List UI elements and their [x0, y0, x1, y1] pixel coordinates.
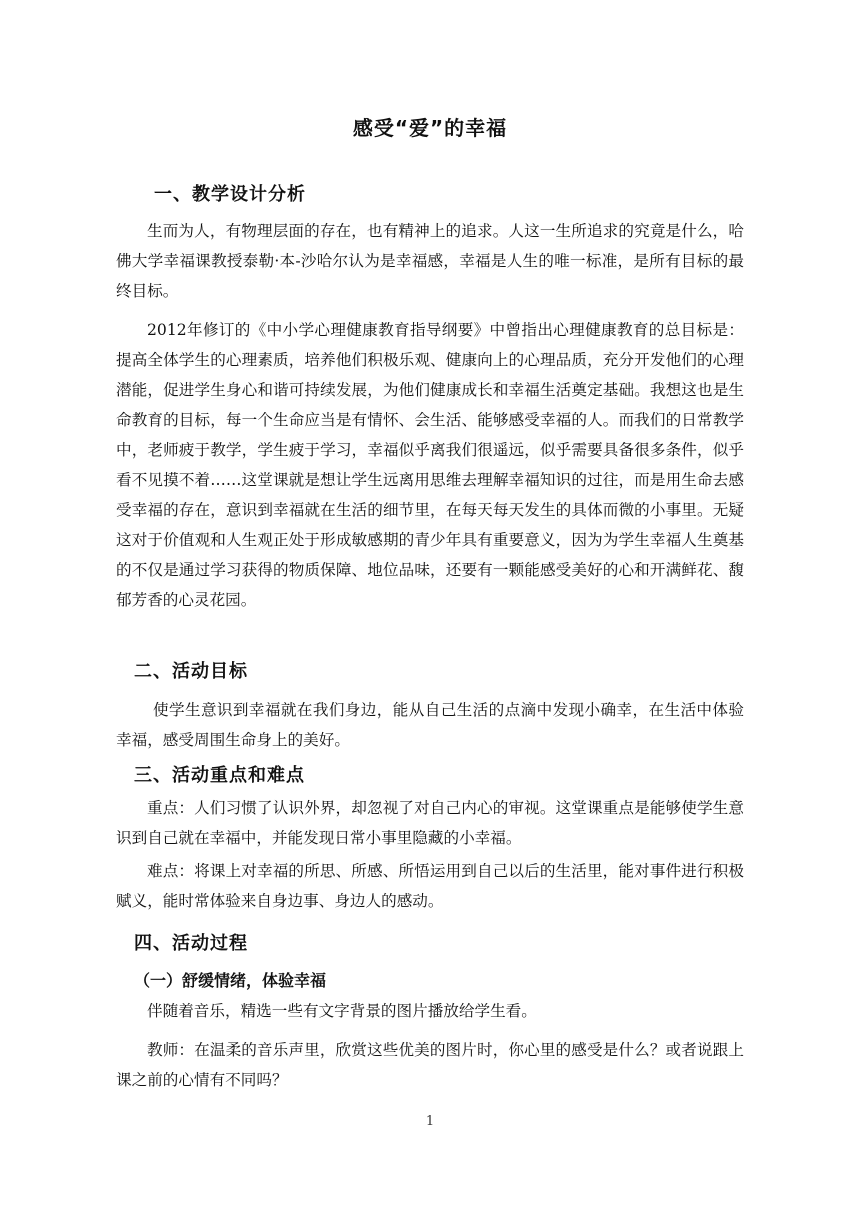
paragraph-process-2: 教师：在温柔的音乐声里，欣赏这些优美的图片时，你心里的感受是什么？或者说跟上课之前的心情有不同吗？	[116, 1041, 744, 1089]
section-heading-goals: 二、活动目标	[134, 661, 248, 682]
paragraph-analysis-1: 生而为人，有物理层面的存在，也有精神上的追求。人这一生所追求的究竟是什么，哈佛大学幸福课教授泰勒·本-沙哈尔认为是幸福感，幸福是人生的唯一标准，是所有目标的最终目标。	[116, 222, 744, 300]
subsection-heading-relax: （一）舒缓情绪，体验幸福	[134, 971, 327, 990]
paragraph-goals: 使学生意识到幸福就在我们身边，能从自己生活的点滴中发现小确幸，在生活中体验幸福，感受周围生命身上的美好。	[116, 701, 744, 749]
section-heading-analysis: 一、教学设计分析	[154, 184, 306, 205]
paragraph-process-1: 伴随着音乐，精选一些有文字背景的图片播放给学生看。	[147, 1002, 537, 1020]
section-heading-key-points: 三、活动重点和难点	[134, 765, 305, 786]
paragraph-key-point: 重点：人们习惯了认识外界，却忽视了对自己内心的审视。这堂课重点是能够使学生意识到自己就在幸福中，并能发现日常小事里隐藏的小幸福。	[116, 799, 744, 847]
document-title: 感受“爱”的幸福	[352, 116, 508, 140]
section-heading-process: 四、活动过程	[134, 933, 248, 954]
paragraph-difficulty: 难点：将课上对幸福的所思、所感、所悟运用到自己以后的生活里，能对事件进行积极赋义，能时常体验来自身边事、身边人的感动。	[116, 862, 744, 910]
paragraph-analysis-2: 2012年修订的《中小学心理健康教育指导纲要》中曾指出心理健康教育的总目标是：提高全体学生的心理素质，培养他们积极乐观、健康向上的心理品质，充分开发他们的心理潜能，促进学生身心和谐可持续发展，为他们健康成长和幸福生活奠定基础。我想这也是生命教育的目标，每一个生命应当是有情怀、会生活、能够感受幸福的人。而我们的日常教学中，老师疲于教学，学生疲于学习，幸福似乎离我们很遥远，似乎需要具备很多条件，似乎看不见摸不着……这堂课就是想让学生远离用思维去理解幸福知识的过往，而是用生命去感受幸福的存在，意识到幸福就在生活的细节里，在每天每天发生的具体而微的小事里。无疑这对于价值观和人生观正处于形成敏感期的青少年具有重要意义，因为为学生幸福人生奠基的不仅是通过学习获得的物质保障、地位品味，还要有一颗能感受美好的心和开满鲜花、馥郁芳香的心灵花园。	[116, 321, 744, 609]
page-number: 1	[425, 1114, 435, 1129]
